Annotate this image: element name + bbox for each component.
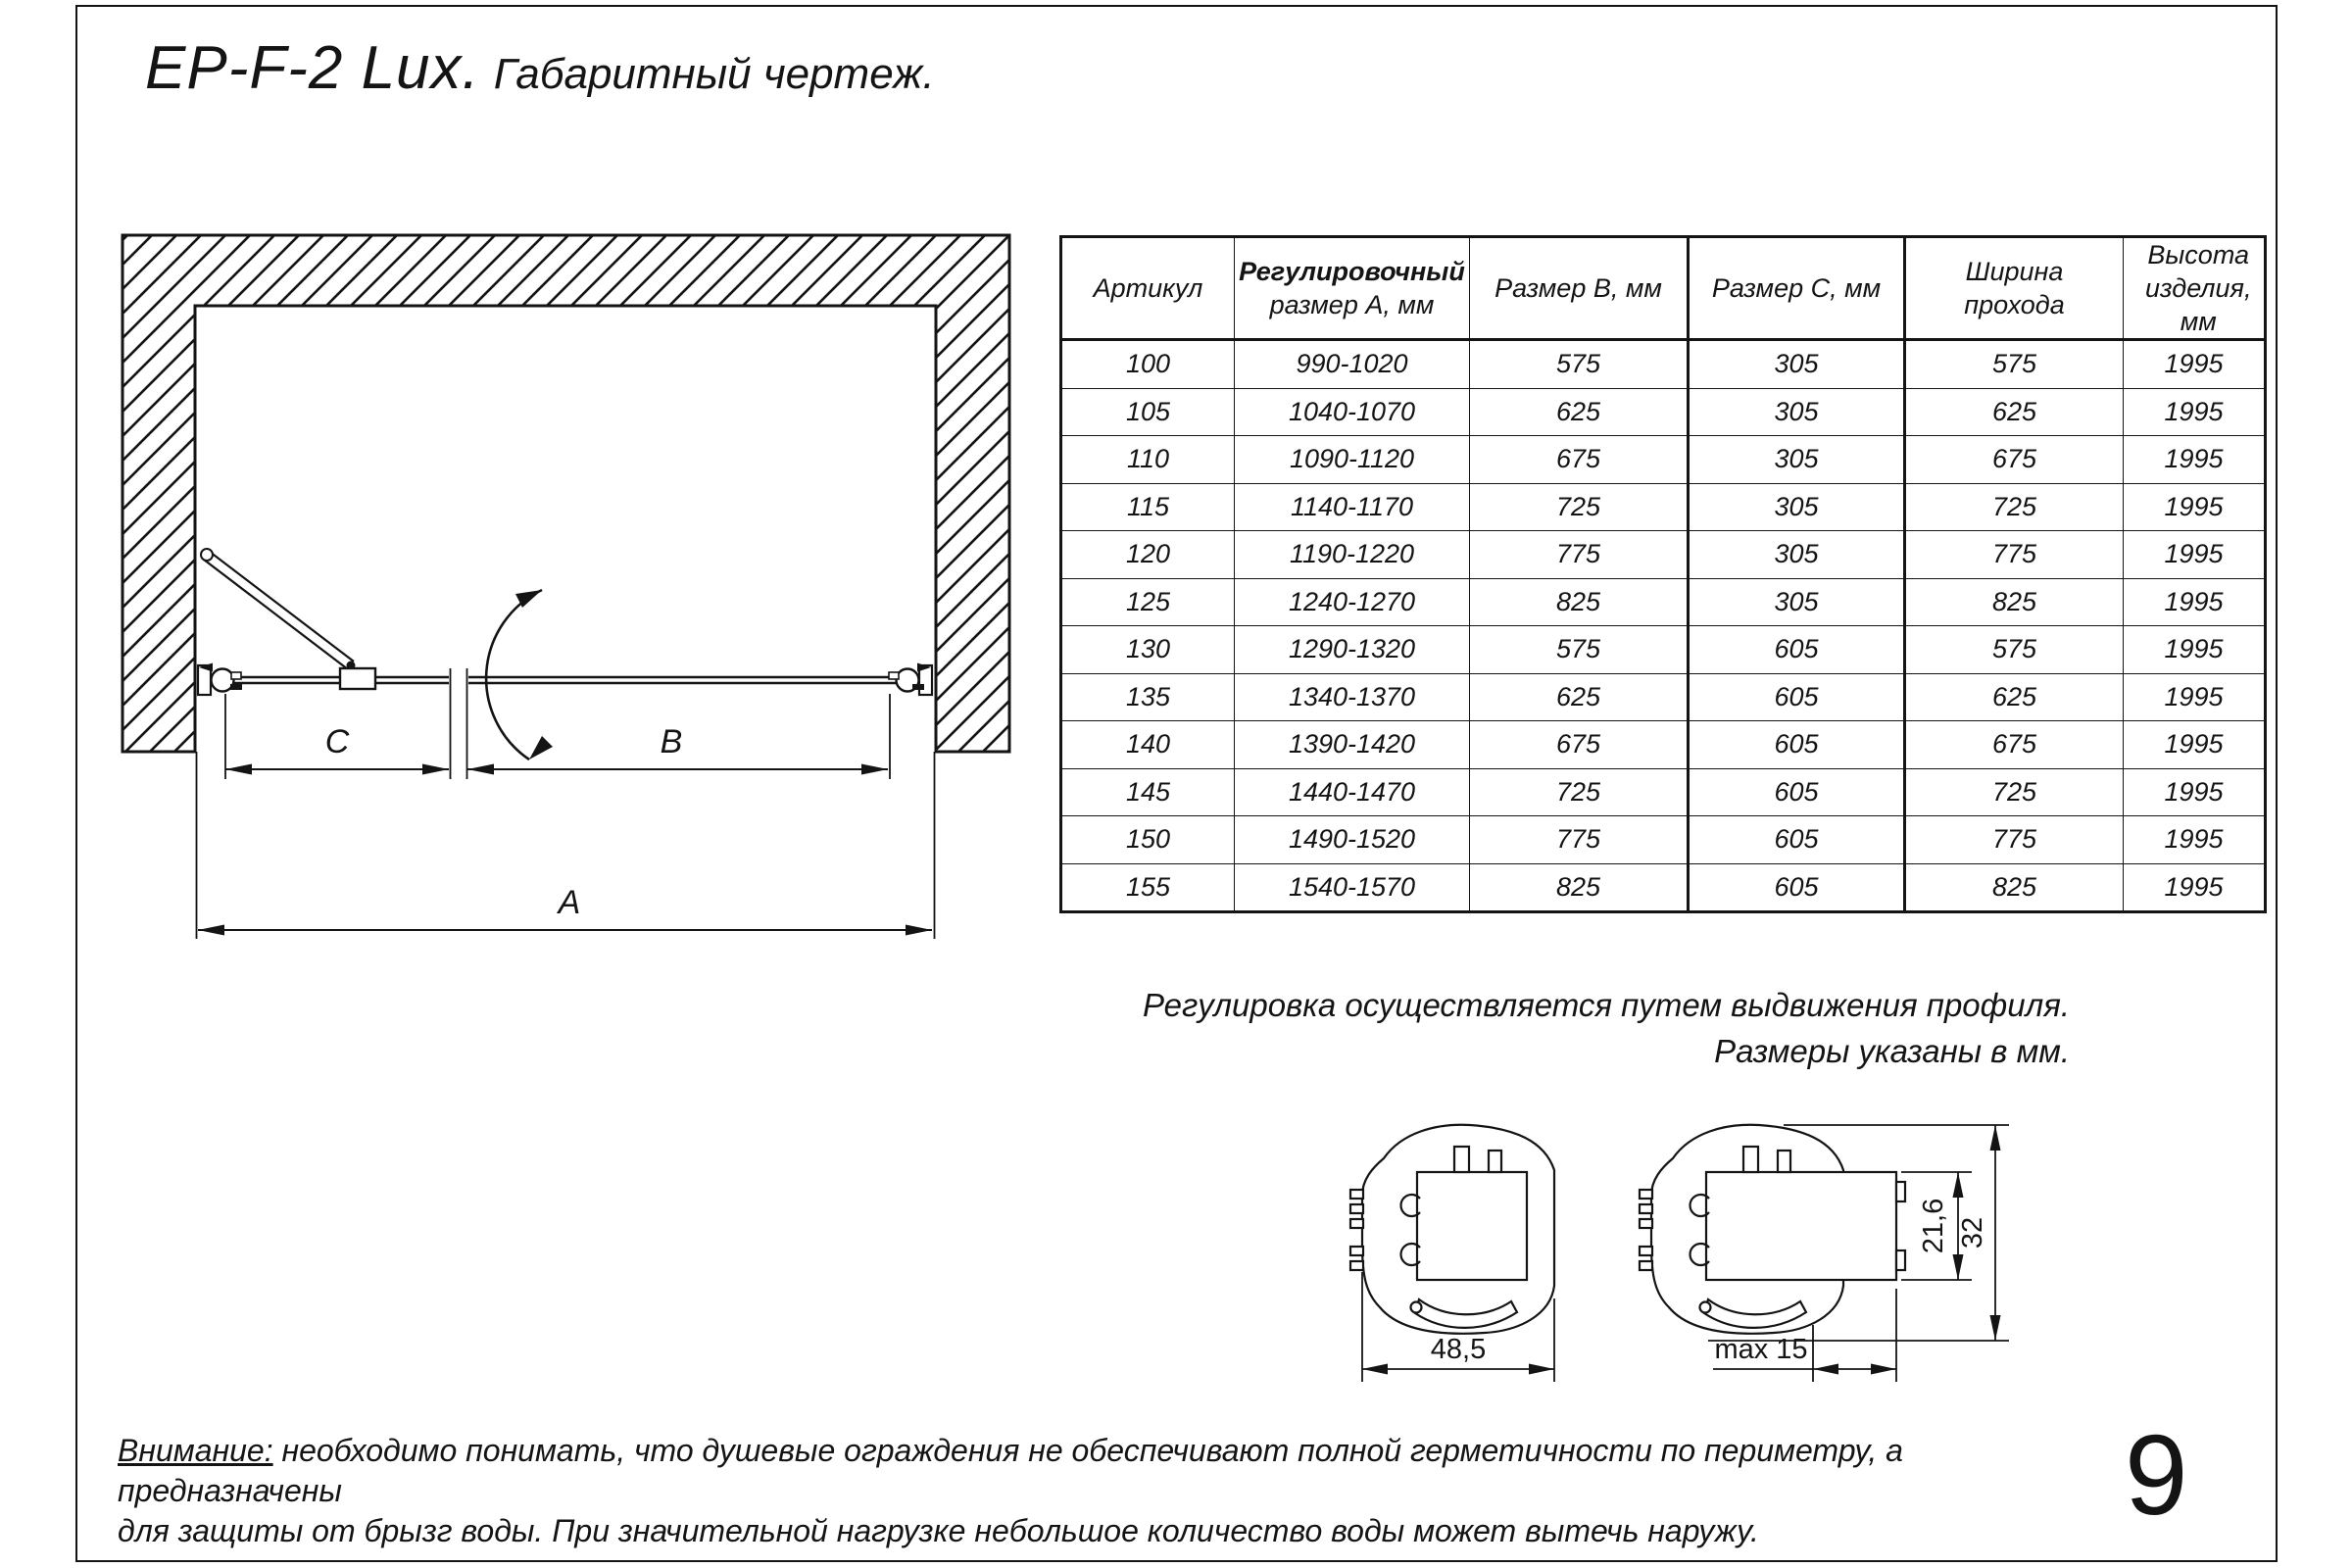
table-cell: 1995 bbox=[2124, 816, 2266, 864]
dim-label-c: C bbox=[324, 723, 350, 760]
table-cell: 1040-1070 bbox=[1235, 388, 1470, 436]
table-cell: 1090-1120 bbox=[1235, 436, 1470, 484]
table-cell: 605 bbox=[1689, 768, 1905, 816]
warning-label: Внимание: bbox=[118, 1433, 273, 1468]
table-cell: 1390-1420 bbox=[1235, 721, 1470, 769]
col-header-size-a: Регулировочный размер А, мм bbox=[1235, 237, 1470, 340]
table-cell: 605 bbox=[1689, 721, 1905, 769]
table-cell: 1290-1320 bbox=[1235, 626, 1470, 674]
table-row bbox=[1061, 340, 2266, 389]
table-cell: 725 bbox=[1905, 768, 2124, 816]
table-cell: 1995 bbox=[2124, 768, 2266, 816]
table-cell: 305 bbox=[1689, 483, 1905, 531]
profile-dim-outer-height: 32 bbox=[1957, 1216, 1988, 1250]
table-cell: 825 bbox=[1470, 863, 1689, 912]
left-wall-profile bbox=[198, 663, 242, 696]
table-cell: 1340-1370 bbox=[1235, 673, 1470, 721]
adjustment-notes bbox=[1051, 982, 2070, 1074]
table-row bbox=[1061, 578, 2266, 626]
wall-hatch bbox=[122, 235, 1009, 752]
profile-sections bbox=[1323, 1098, 2097, 1392]
document-type-label: Габаритный чертеж. bbox=[493, 50, 935, 98]
warning-line-2: для защиты от брызг воды. При значительной нагрузке небольшое количество воды может вытечь наружу. bbox=[118, 1513, 1759, 1548]
dimensional-drawing bbox=[113, 225, 1024, 956]
page-number: 9 bbox=[2125, 1411, 2188, 1539]
table-cell: 1995 bbox=[2124, 863, 2266, 912]
table-cell: 675 bbox=[1470, 721, 1689, 769]
table-cell: 675 bbox=[1470, 436, 1689, 484]
col-header-size-b: Размер В, мм bbox=[1470, 237, 1689, 340]
support-strut bbox=[201, 549, 356, 670]
col-header-passage-width: Ширина прохода bbox=[1905, 237, 2124, 340]
table-cell: 1190-1220 bbox=[1235, 531, 1470, 579]
table-cell: 825 bbox=[1905, 578, 2124, 626]
pivot-block bbox=[340, 668, 375, 689]
dim-label-b: B bbox=[660, 723, 683, 760]
table-row bbox=[1061, 863, 2266, 912]
table-cell: 605 bbox=[1689, 816, 1905, 864]
table-cell: 125 bbox=[1061, 578, 1235, 626]
table-cell: 575 bbox=[1905, 626, 2124, 674]
table-cell: 120 bbox=[1061, 531, 1235, 579]
table-cell: 1440-1470 bbox=[1235, 768, 1470, 816]
table-cell: 305 bbox=[1689, 436, 1905, 484]
table-cell: 725 bbox=[1905, 483, 2124, 531]
table-row bbox=[1061, 673, 2266, 721]
table-row bbox=[1061, 626, 2266, 674]
table-cell: 775 bbox=[1905, 531, 2124, 579]
profile-section-right bbox=[1640, 1125, 1905, 1334]
table-cell: 140 bbox=[1061, 721, 1235, 769]
table-row bbox=[1061, 768, 2266, 816]
profile-dim-insert: max 15 bbox=[1714, 1334, 1808, 1365]
table-cell: 1995 bbox=[2124, 388, 2266, 436]
table-cell: 155 bbox=[1061, 863, 1235, 912]
table-cell: 575 bbox=[1470, 340, 1689, 389]
profile-dim-width: 48,5 bbox=[1430, 1334, 1487, 1365]
table-cell: 110 bbox=[1061, 436, 1235, 484]
profile-dim-inner-height: 21,6 bbox=[1918, 1198, 1949, 1254]
table-row bbox=[1061, 721, 2266, 769]
table-cell: 105 bbox=[1061, 388, 1235, 436]
table-body bbox=[1061, 340, 2266, 912]
table-cell: 1995 bbox=[2124, 673, 2266, 721]
table-cell: 305 bbox=[1689, 388, 1905, 436]
warning-line-1: необходимо понимать, что душевые ограждения не обеспечивают полной герметичности по периметру, а предназначены bbox=[118, 1433, 1903, 1508]
table-cell: 1995 bbox=[2124, 578, 2266, 626]
table-row bbox=[1061, 483, 2266, 531]
col-header-size-c: Размер С, мм bbox=[1689, 237, 1905, 340]
table-cell: 1995 bbox=[2124, 436, 2266, 484]
table-cell: 775 bbox=[1470, 531, 1689, 579]
note-line-1: Регулировка осуществляется путем выдвижения профиля. bbox=[1142, 987, 2070, 1023]
table-cell: 625 bbox=[1470, 673, 1689, 721]
table-cell: 145 bbox=[1061, 768, 1235, 816]
dim-label-a: A bbox=[558, 884, 581, 921]
table-cell: 575 bbox=[1470, 626, 1689, 674]
table-cell: 625 bbox=[1470, 388, 1689, 436]
table-cell: 1140-1170 bbox=[1235, 483, 1470, 531]
table-cell: 1995 bbox=[2124, 340, 2266, 389]
table-cell: 1995 bbox=[2124, 531, 2266, 579]
table-cell: 1240-1270 bbox=[1235, 578, 1470, 626]
table-cell: 605 bbox=[1689, 863, 1905, 912]
table-cell: 605 bbox=[1689, 673, 1905, 721]
table-cell: 575 bbox=[1905, 340, 2124, 389]
table-cell: 150 bbox=[1061, 816, 1235, 864]
table-row bbox=[1061, 531, 2266, 579]
table-cell: 1540-1570 bbox=[1235, 863, 1470, 912]
table-cell: 825 bbox=[1470, 578, 1689, 626]
table-cell: 625 bbox=[1905, 388, 2124, 436]
swing-arc bbox=[486, 590, 553, 760]
table-cell: 825 bbox=[1905, 863, 2124, 912]
table-cell: 725 bbox=[1470, 483, 1689, 531]
table-cell: 675 bbox=[1905, 436, 2124, 484]
table-header-row bbox=[1061, 237, 2266, 340]
table-cell: 1490-1520 bbox=[1235, 816, 1470, 864]
table-cell: 100 bbox=[1061, 340, 1235, 389]
table-cell: 990-1020 bbox=[1235, 340, 1470, 389]
table-cell: 1995 bbox=[2124, 483, 2266, 531]
table-cell: 775 bbox=[1905, 816, 2124, 864]
table-row bbox=[1061, 388, 2266, 436]
table-cell: 605 bbox=[1689, 626, 1905, 674]
right-wall-profile bbox=[889, 663, 932, 696]
sizes-table bbox=[1059, 235, 2267, 913]
table-cell: 115 bbox=[1061, 483, 1235, 531]
warning-note bbox=[118, 1431, 2038, 1551]
model-name: EP-F-2 Lux. bbox=[145, 34, 480, 102]
table-cell: 130 bbox=[1061, 626, 1235, 674]
table-cell: 135 bbox=[1061, 673, 1235, 721]
profile-section-left bbox=[1350, 1125, 1554, 1334]
table-row bbox=[1061, 816, 2266, 864]
table-cell: 305 bbox=[1689, 531, 1905, 579]
note-line-2: Размеры указаны в мм. bbox=[1714, 1033, 2070, 1069]
table-cell: 775 bbox=[1470, 816, 1689, 864]
table-cell: 625 bbox=[1905, 673, 2124, 721]
table-row bbox=[1061, 436, 2266, 484]
table-cell: 305 bbox=[1689, 578, 1905, 626]
col-header-product-height: Высота изделия, мм bbox=[2124, 237, 2266, 340]
table-cell: 1995 bbox=[2124, 721, 2266, 769]
table-cell: 305 bbox=[1689, 340, 1905, 389]
table-cell: 725 bbox=[1470, 768, 1689, 816]
table-cell: 1995 bbox=[2124, 626, 2266, 674]
table-cell: 675 bbox=[1905, 721, 2124, 769]
col-header-article: Артикул bbox=[1061, 237, 1235, 340]
rail-line bbox=[200, 677, 930, 683]
page-title bbox=[145, 33, 935, 103]
